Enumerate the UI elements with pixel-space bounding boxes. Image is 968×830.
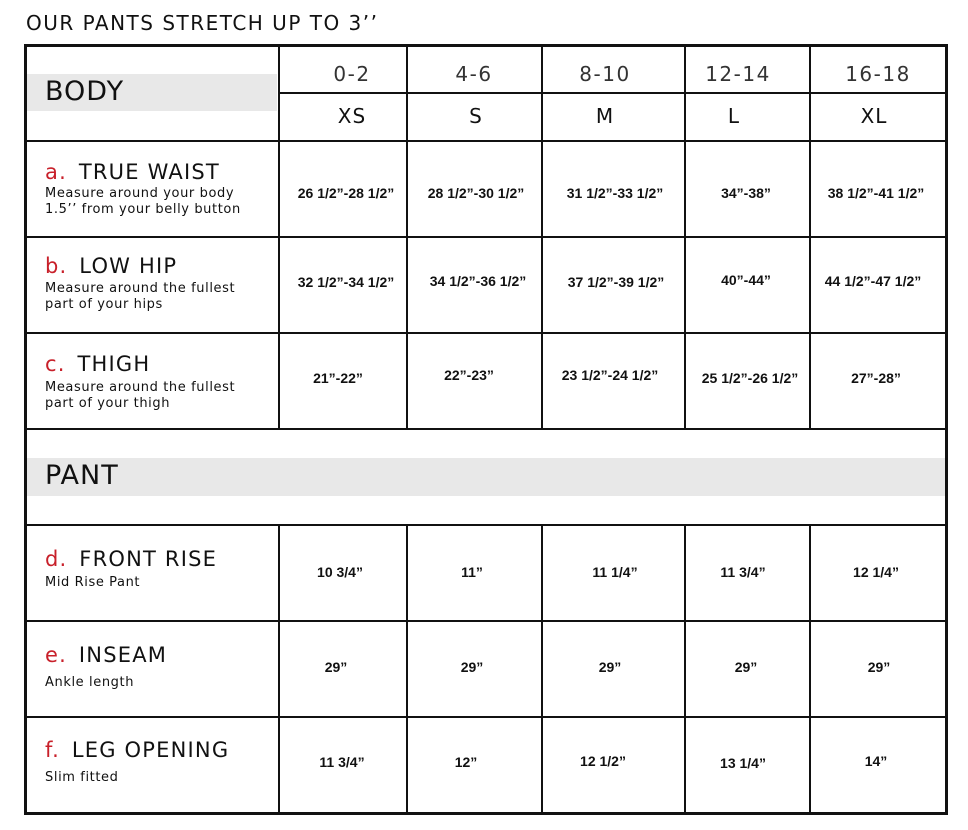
size-label-header: M (595, 104, 615, 128)
size-value-cell: 10 3/4” (317, 564, 363, 580)
size-value-cell: 31 1/2”-33 1/2” (566, 185, 664, 201)
size-label-header: S (469, 104, 483, 128)
row-divider (27, 620, 945, 622)
measurement-description: Measure around your body 1.5’’ from your belly button (45, 186, 241, 217)
size-value-cell: 29” (324, 659, 348, 675)
size-value-cell: 29” (460, 659, 484, 675)
size-value-cell: 11 3/4” (319, 754, 365, 770)
measurement-label: LEG OPENING (71, 738, 230, 762)
size-value-cell: 13 1/4” (720, 755, 766, 771)
size-value-cell: 21”-22” (313, 370, 363, 386)
size-label-header: XS (337, 104, 367, 128)
size-value-cell: 23 1/2”-24 1/2” (561, 367, 659, 383)
size-value-cell: 12 1/2” (580, 753, 626, 769)
measurement-name (45, 738, 229, 762)
size-value-cell: 22”-23” (444, 367, 494, 383)
header-divider (279, 92, 945, 94)
size-value-cell: 12 1/4” (853, 564, 899, 580)
size-value-cell: 25 1/2”-26 1/2” (701, 370, 799, 386)
size-range-header: 0-2 (333, 62, 371, 86)
measurement-description: Slim fitted (45, 770, 119, 785)
size-label-header: XL (860, 104, 888, 128)
row-divider (27, 428, 945, 430)
size-value-cell: 37 1/2”-39 1/2” (567, 274, 665, 290)
pant-section-band (27, 458, 945, 496)
measurement-description: Mid Rise Pant (45, 575, 141, 590)
measurement-description: Measure around the fullest part of your thigh (45, 380, 236, 411)
measurement-name (45, 160, 220, 184)
measurement-description: Ankle length (45, 675, 135, 690)
measurement-letter: c. (45, 352, 66, 376)
row-divider (27, 332, 945, 334)
measurement-label: INSEAM (78, 643, 168, 667)
size-label-header: L (727, 104, 741, 128)
measurement-description: Measure around the fullest part of your hips (45, 281, 236, 312)
row-divider (27, 524, 945, 526)
size-value-cell: 40”-44” (721, 272, 771, 288)
measurement-label: FRONT RISE (79, 547, 218, 571)
size-value-cell: 12” (454, 754, 478, 770)
size-value-cell: 38 1/2”-41 1/2” (827, 185, 925, 201)
size-value-cell: 11” (461, 564, 483, 580)
size-value-cell: 34 1/2”-36 1/2” (429, 273, 527, 289)
measurement-name (45, 254, 177, 278)
size-value-cell: 29” (867, 659, 891, 675)
size-value-cell: 26 1/2”-28 1/2” (297, 185, 395, 201)
body-section-heading: BODY (45, 76, 125, 107)
size-value-cell: 32 1/2”-34 1/2” (297, 274, 395, 290)
size-value-cell: 28 1/2”-30 1/2” (427, 185, 525, 201)
size-value-cell: 27”-28” (851, 370, 901, 386)
size-value-cell: 29” (734, 659, 758, 675)
measurement-name (45, 643, 167, 667)
pant-section-heading: PANT (45, 460, 119, 491)
measurement-label: THIGH (77, 352, 151, 376)
size-value-cell: 11 1/4” (592, 564, 638, 580)
size-range-header: 4-6 (455, 62, 493, 86)
measurement-letter: e. (45, 643, 67, 667)
size-range-header: 16-18 (845, 62, 911, 86)
measurement-letter: b. (45, 254, 68, 278)
size-value-cell: 44 1/2”-47 1/2” (824, 273, 922, 289)
row-divider (27, 716, 945, 718)
size-value-cell: 11 3/4” (720, 564, 766, 580)
size-value-cell: 29” (598, 659, 622, 675)
row-divider (27, 236, 945, 238)
measurement-name (45, 547, 217, 571)
size-value-cell: 34”-38” (721, 185, 771, 201)
size-value-cell: 14” (864, 753, 888, 769)
measurement-letter: f. (45, 738, 60, 762)
measurement-letter: d. (45, 547, 68, 571)
row-divider (27, 140, 945, 142)
measurement-label: LOW HIP (79, 254, 178, 278)
measurement-letter: a. (45, 160, 67, 184)
measurement-name (45, 352, 150, 376)
page-title: OUR PANTS STRETCH UP TO 3’’ (26, 11, 379, 35)
size-range-header: 12-14 (705, 62, 771, 86)
measurement-label: TRUE WAIST (78, 160, 220, 184)
size-range-header: 8-10 (579, 62, 631, 86)
